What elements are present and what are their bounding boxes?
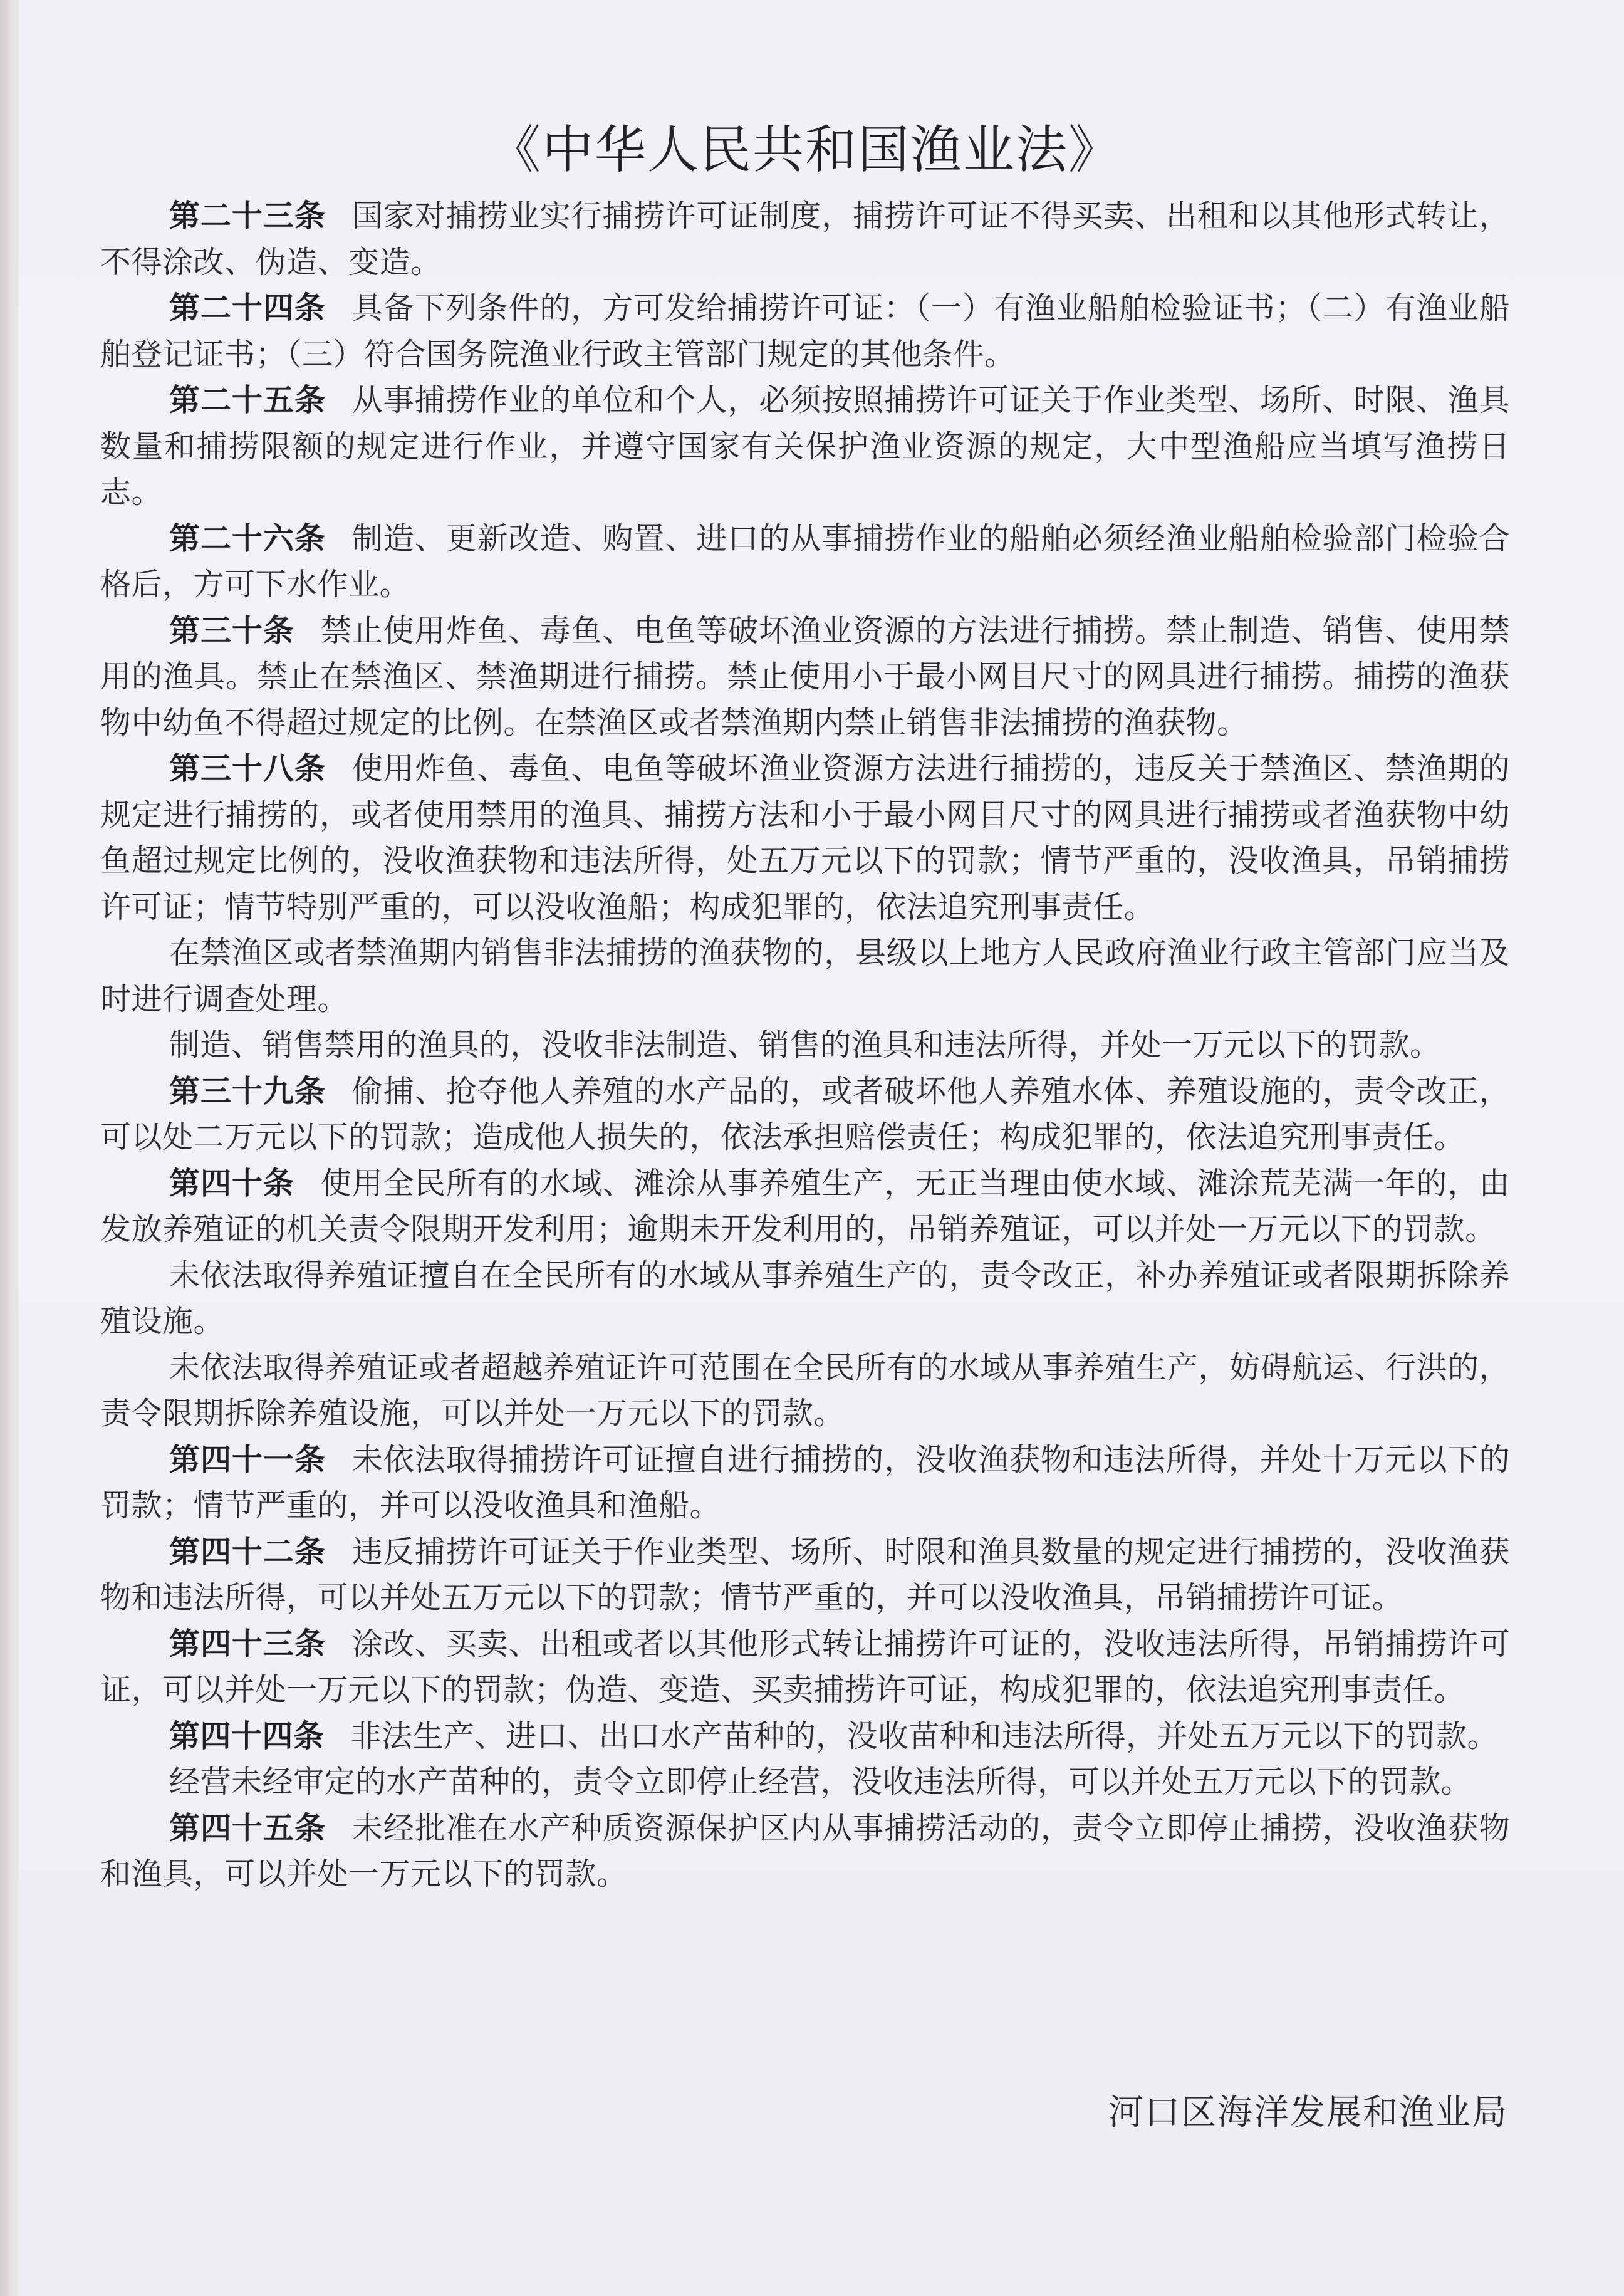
article-text: 涂改、买卖、出租或者以其他形式转让捕捞许可证的，没收违法所得，吊销捕捞许可证，可以并处一万元以下的罚款；伪造、变造、买卖捕捞许可证，构成犯罪的，依法追究刑事责任。 [100,1625,1510,1708]
article-text: 在禁渔区或者禁渔期内销售非法捕捞的渔获物的，县级以上地方人民政府渔业行政主管部门应当及时进行调查处理。 [100,935,1510,1017]
article-text: 使用炸鱼、毒鱼、电鱼等破坏渔业资源方法进行捕捞的，违反关于禁渔区、禁渔期的规定进行捕捞的，或者使用禁用的渔具、捕捞方法和小于最小网目尺寸的网具进行捕捞或者渔获物中幼鱼超过规定比例的，没收渔获物和违法所得，处五万元以下的罚款；情节严重的，没收渔具，吊销捕捞许可证；情节特别严重的，可以没收渔船；构成犯罪的，依法追究刑事责任。 [100,751,1510,925]
article-text: 经营未经审定的水产苗种的，责令立即停止经营，没收违法所得，可以并处五万元以下的罚款。 [169,1764,1472,1800]
paragraph-article-40-unlicensed [100,1253,1510,1345]
article-text: 使用全民所有的水域、滩涂从事养殖生产，无正当理由使水域、滩涂荒芜满一年的，由发放养殖证的机关责令限期开发利用；逾期未开发利用的，吊销养殖证，可以并处一万元以下的罚款。 [100,1165,1510,1247]
paragraph-article-30 [100,608,1510,746]
paragraph-article-42 [100,1529,1510,1621]
article-text: 非法生产、进口、出口水产苗种的，没收苗种和违法所得，并处五万元以下的罚款。 [350,1718,1499,1754]
paragraph-article-44-unapproved [100,1759,1510,1805]
paragraph-article-38 [100,746,1510,930]
article-number: 第四十条 [169,1164,294,1201]
article-number: 第二十四条 [169,290,326,326]
article-number: 第四十五条 [169,1809,326,1846]
article-text: 未依法取得养殖证或者超越养殖证许可范围在全民所有的水域从事养殖生产，妨碍航运、行洪的，责令限期拆除养殖设施，可以并处一万元以下的罚款。 [100,1349,1510,1431]
article-text: 未经批准在水产种质资源保护区内从事捕捞活动的，责令立即停止捕捞，没收渔获物和渔具，可以并处一万元以下的罚款。 [100,1810,1510,1892]
issuing-authority: 河口区海洋发展和渔业局 [1108,2092,1508,2133]
article-number: 第三十八条 [169,750,326,786]
article-text: 禁止使用炸鱼、毒鱼、电鱼等破坏渔业资源的方法进行捕捞。禁止制造、销售、使用禁用的渔具。禁止在禁渔区、禁渔期进行捕捞。禁止使用小于最小网目尺寸的网具进行捕捞。捕捞的渔获物中幼鱼不得超过规定的比例。在禁渔区或者禁渔期内禁止销售非法捕捞的渔获物。 [100,612,1510,741]
article-text: 偷捕、抢夺他人养殖的水产品的，或者破坏他人养殖水体、养殖设施的，责令改正，可以处二万元以下的罚款；造成他人损失的，依法承担赔偿责任；构成犯罪的，依法追究刑事责任。 [100,1073,1510,1155]
paragraph-article-45 [100,1805,1510,1897]
paragraph-article-24 [100,285,1510,377]
article-number: 第二十六条 [169,519,326,556]
article-number: 第四十一条 [169,1441,326,1478]
paper-edge-shadow [0,0,19,2296]
article-number: 第四十二条 [169,1533,326,1570]
article-number: 第三十条 [169,612,294,649]
paragraph-article-23 [100,193,1510,285]
article-text: 制造、销售禁用的渔具的，没收非法制造、销售的渔具和违法所得，并处一万元以下的罚款。 [169,1027,1441,1063]
article-number: 第二十三条 [169,197,326,234]
paragraph-article-40-exceed [100,1345,1510,1437]
page-title: 《中华人民共和国渔业法》 [489,120,1121,180]
article-number: 第二十五条 [169,382,326,418]
article-text: 违反捕捞许可证关于作业类型、场所、时限和渔具数量的规定进行捕捞的，没收渔获物和违法所得，可以并处五万元以下的罚款；情节严重的，并可以没收渔具，吊销捕捞许可证。 [100,1533,1510,1615]
article-text: 从事捕捞作业的单位和个人，必须按照捕捞许可证关于作业类型、场所、时限、渔具数量和捕捞限额的规定进行作业，并遵守国家有关保护渔业资源的规定，大中型渔船应当填写渔捞日志。 [100,382,1510,510]
article-text: 具备下列条件的，方可发给捕捞许可证：（一）有渔业船舶检验证书；（二）有渔业船舶登记证书；（三）符合国务院渔业行政主管部门规定的其他条件。 [100,290,1510,372]
article-text: 制造、更新改造、购置、进口的从事捕捞作业的船舶必须经渔业船舶检验部门检验合格后，方可下水作业。 [100,520,1510,602]
article-text: 国家对捕捞业实行捕捞许可证制度，捕捞许可证不得买卖、出租和以其他形式转让，不得涂改、伪造、变造。 [100,198,1510,280]
article-number: 第四十三条 [169,1625,326,1662]
paragraph-article-26 [100,516,1510,608]
paragraph-article-25 [100,377,1510,516]
paragraph-article-41 [100,1437,1510,1529]
paragraph-article-39 [100,1068,1510,1161]
paragraph-article-44 [100,1713,1510,1760]
paragraph-article-40 [100,1161,1510,1253]
paragraph-article-43 [100,1621,1510,1713]
article-text: 未依法取得捕捞许可证擅自进行捕捞的，没收渔获物和违法所得，并处十万元以下的罚款；情节严重的，并可以没收渔具和渔船。 [100,1441,1510,1523]
paragraph-article-38-gear [100,1022,1510,1068]
article-text: 未依法取得养殖证擅自在全民所有的水域从事养殖生产的，责令改正，补办养殖证或者限期拆除养殖设施。 [100,1257,1510,1339]
article-number: 第三十九条 [169,1072,326,1109]
article-number: 第四十四条 [169,1717,325,1754]
paragraph-article-38-sale [100,930,1510,1022]
document-body [100,113,1510,1897]
